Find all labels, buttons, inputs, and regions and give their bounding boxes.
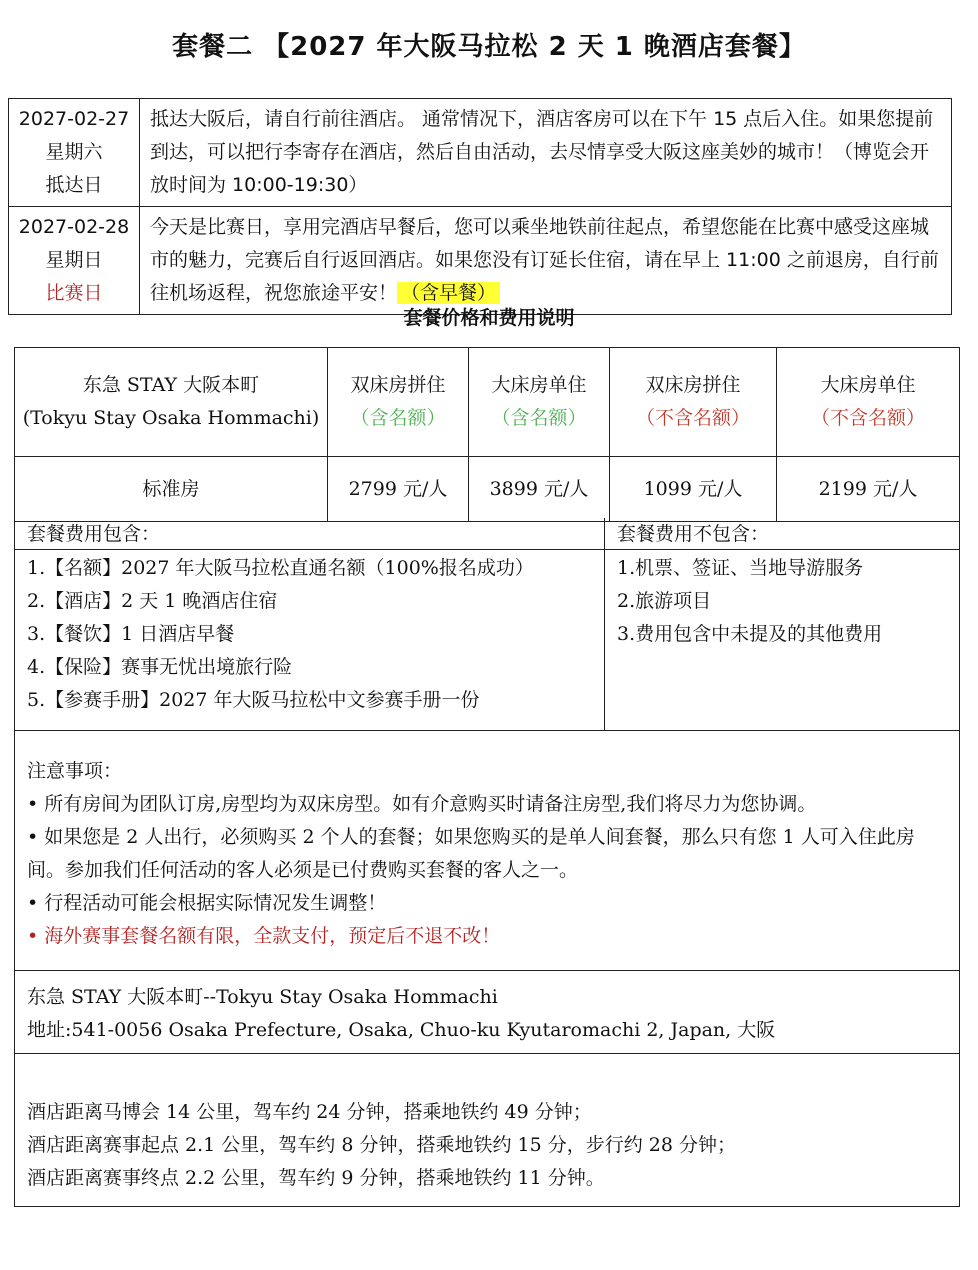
hotel-address: 地址:541-0056 Osaka Prefecture, Osaka, Chuo-ku Kyutaromachi 2, Japan, 大阪 xyxy=(27,1019,776,1041)
includes-header: 套餐费用包含： xyxy=(15,518,604,550)
list-item: 2.【酒店】2 天 1 晚酒店住宿 xyxy=(27,590,278,612)
itinerary-date-cell xyxy=(9,99,140,207)
itinerary-text: 今天是比赛日，享用完酒店早餐后，您可以乘坐地铁前往起点，希望您能在比赛中感受这座城市的魅力，完赛后自行返回酒店。如果您没有订延长住宿，请在早上 11:00 之前退房，自行前往机场返程，祝您旅途平安！ xyxy=(150,216,939,304)
room-type: 双床房拼住 xyxy=(645,374,741,396)
room-class: 标准房 xyxy=(15,457,328,522)
hotel-name-en: (Tokyu Stay Osaka Hommachi) xyxy=(22,407,320,429)
hotel-info-section xyxy=(15,971,959,1054)
price-cell: 3899 元/人 xyxy=(469,457,610,522)
quota-note: （不含名额） xyxy=(635,407,750,429)
room-type-header xyxy=(328,348,469,457)
hotel-info-content xyxy=(27,981,775,1047)
hotel-name-cn: 东急 STAY 大阪本町 xyxy=(82,374,260,396)
excludes-list xyxy=(617,552,953,651)
list-item: 2.旅游项目 xyxy=(617,590,712,612)
distance-line: 酒店距离赛事起点 2.1 公里，驾车约 8 分钟，搭乘地铁约 15 分，步行约 28 分钟； xyxy=(27,1134,736,1156)
list-item: 1.机票、签证、当地导游服务 xyxy=(617,557,864,579)
itinerary-table xyxy=(8,98,952,315)
itinerary-weekday: 星期日 xyxy=(45,249,103,271)
price-header-row xyxy=(15,348,960,457)
page-title: 套餐二 【2027 年大阪马拉松 2 天 1 晚酒店套餐】 xyxy=(172,32,806,62)
notes-header: 注意事项： xyxy=(27,760,123,782)
note-item: • 所有房间为团队订房,房型均为双床房型。如有介意购买时请备注房型,我们将尽力为您协调。 xyxy=(27,793,817,815)
room-type-header xyxy=(469,348,610,457)
room-type-header xyxy=(777,348,960,457)
breakfast-highlight: （含早餐） xyxy=(397,282,500,304)
quota-note: （含名额） xyxy=(491,407,587,429)
list-item: 3.费用包含中未提及的其他费用 xyxy=(617,623,883,645)
quota-note: （含名额） xyxy=(350,407,446,429)
list-item: 5.【参赛手册】2027 年大阪马拉松中文参赛手册一份 xyxy=(27,689,480,711)
note-item: • 行程活动可能会根据实际情况发生调整！ xyxy=(27,892,387,914)
itinerary-day-label: 抵达日 xyxy=(45,174,103,196)
notes-section xyxy=(15,731,959,971)
itinerary-weekday: 星期六 xyxy=(45,141,103,163)
list-item: 1.【名额】2027 年大阪马拉松直通名额（100%报名成功） xyxy=(27,557,534,579)
quota-note: （不含名额） xyxy=(810,407,925,429)
room-type: 大床房单住 xyxy=(820,374,916,396)
list-item: 3.【餐饮】1 日酒店早餐 xyxy=(27,623,235,645)
excludes-section xyxy=(605,518,959,731)
itinerary-date-cell xyxy=(9,207,140,315)
includes-section xyxy=(15,518,605,731)
details-box xyxy=(14,518,960,1207)
section-title: 套餐价格和费用说明 xyxy=(403,307,575,329)
itinerary-date: 2027-02-27 xyxy=(18,108,130,130)
itinerary-date: 2027-02-28 xyxy=(18,216,130,238)
price-row xyxy=(15,457,960,522)
hotel-name-cell xyxy=(15,348,328,457)
itinerary-day-label-race: 比赛日 xyxy=(45,282,103,304)
price-cell: 2199 元/人 xyxy=(777,457,960,522)
excludes-header: 套餐费用不包含： xyxy=(605,518,959,550)
note-warning: • 海外赛事套餐名额有限，全款支付，预定后不退不改！ xyxy=(27,925,501,947)
price-cell: 1099 元/人 xyxy=(610,457,777,522)
room-type-header xyxy=(610,348,777,457)
distance-content xyxy=(27,1096,736,1195)
room-type: 大床房单住 xyxy=(491,374,587,396)
includes-list xyxy=(27,552,598,717)
itinerary-row-race xyxy=(9,207,952,315)
distance-line: 酒店距离赛事终点 2.2 公里，驾车约 9 分钟，搭乘地铁约 11 分钟。 xyxy=(27,1167,605,1189)
itinerary-row-arrival xyxy=(9,99,952,207)
itinerary-description xyxy=(140,207,952,315)
itinerary-description: 抵达大阪后，请自行前往酒店。 通常情况下，酒店客房可以在下午 15 点后入住。如果您提前到达，可以把行李寄存在酒店，然后自由活动，去尽情享受大阪这座美妙的城市！（博览会开放时间为 10:00-19:30） xyxy=(140,99,952,207)
distance-section xyxy=(15,1054,959,1206)
distance-line: 酒店距离马博会 14 公里，驾车约 24 分钟，搭乘地铁约 49 分钟； xyxy=(27,1101,592,1123)
note-item: • 如果您是 2 人出行，必须购买 2 个人的套餐；如果您购买的是单人间套餐，那么只有您 1 人可入住此房间。参加我们任何活动的客人必须是已付费购买套餐的客人之一。 xyxy=(27,826,915,881)
list-item: 4.【保险】赛事无忧出境旅行险 xyxy=(27,656,293,678)
room-type: 双床房拼住 xyxy=(350,374,446,396)
price-cell: 2799 元/人 xyxy=(328,457,469,522)
hotel-info-name: 东急 STAY 大阪本町--Tokyu Stay Osaka Hommachi xyxy=(27,986,498,1008)
price-table xyxy=(14,347,960,522)
notes-content xyxy=(27,755,951,953)
